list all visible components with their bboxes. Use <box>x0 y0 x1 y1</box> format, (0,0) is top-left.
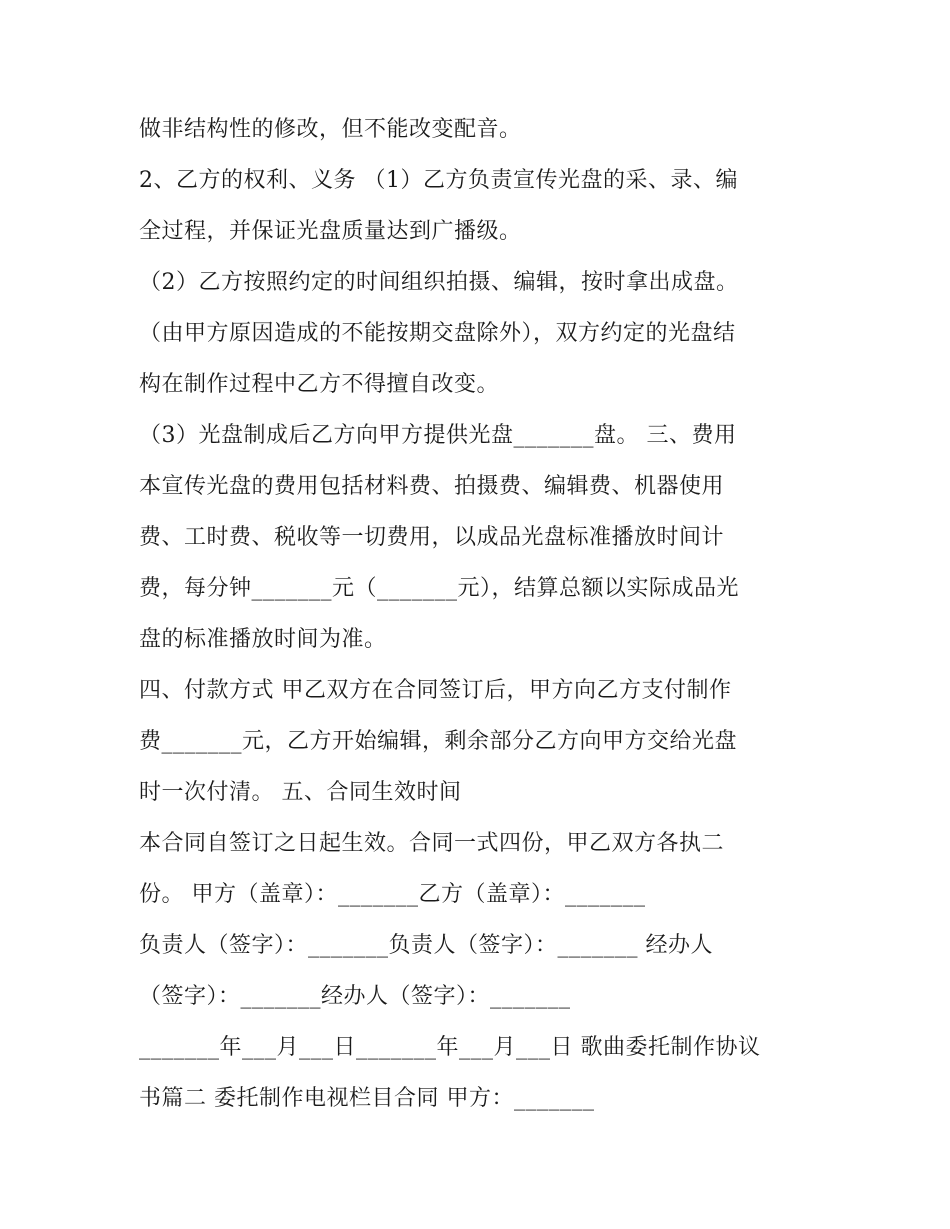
text-line: （2）乙方按照约定的时间组织拍摄、编辑，按时拿出成盘。 <box>139 270 739 295</box>
text-line: 书篇二 委托制作电视栏目合同 甲方：_______ <box>139 1086 595 1111</box>
text-line: 构在制作过程中乙方不得擅自改变。 <box>139 372 500 397</box>
text-line: （由甲方原因造成的不能按期交盘除外），双方约定的光盘结 <box>139 321 736 346</box>
text-line: 本宣传光盘的费用包括材料费、拍摄费、编辑费、机器使用 <box>139 474 725 499</box>
text-line: 做非结构性的修改，但不能改变配音。 <box>139 117 522 142</box>
text-line: 时一次付清。 五、合同生效时间 <box>139 780 462 805</box>
text-line: （3）光盘制成后乙方向甲方提供光盘_______盘。 三、费用 <box>139 423 737 448</box>
text-line: 四、付款方式 甲乙双方在合同签订后，甲方向乙方支付制作 <box>139 678 732 703</box>
text-line: 负责人（签字）：_______负责人（签字）：_______ 经办人 <box>139 933 713 958</box>
text-line: 2、乙方的权利、义务 （1）乙方负责宣传光盘的采、录、编 <box>139 168 738 193</box>
document-body <box>139 104 839 1124</box>
text-line: 费_______元，乙方开始编辑，剩余部分乙方向甲方交给光盘 <box>139 729 738 754</box>
text-line: 费，每分钟_______元（_______元），结算总额以实际成品光 <box>139 576 740 601</box>
text-line: 全过程，并保证光盘质量达到广播级。 <box>139 219 522 244</box>
text-line: 本合同自签订之日起生效。合同一式四份，甲乙双方各执二 <box>139 831 725 856</box>
text-line: （签字）：_______经办人（签字）：_______ <box>139 984 571 1009</box>
text-line: 费、工时费、税收等一切费用，以成品光盘标准播放时间计 <box>139 525 725 550</box>
text-line: _______年___月___日_______年___月___日 歌曲委托制作协议 <box>139 1035 761 1060</box>
text-line: 份。 甲方（盖章）：_______乙方（盖章）：_______ <box>139 882 646 907</box>
text-line: 盘的标准播放时间为准。 <box>139 627 387 652</box>
